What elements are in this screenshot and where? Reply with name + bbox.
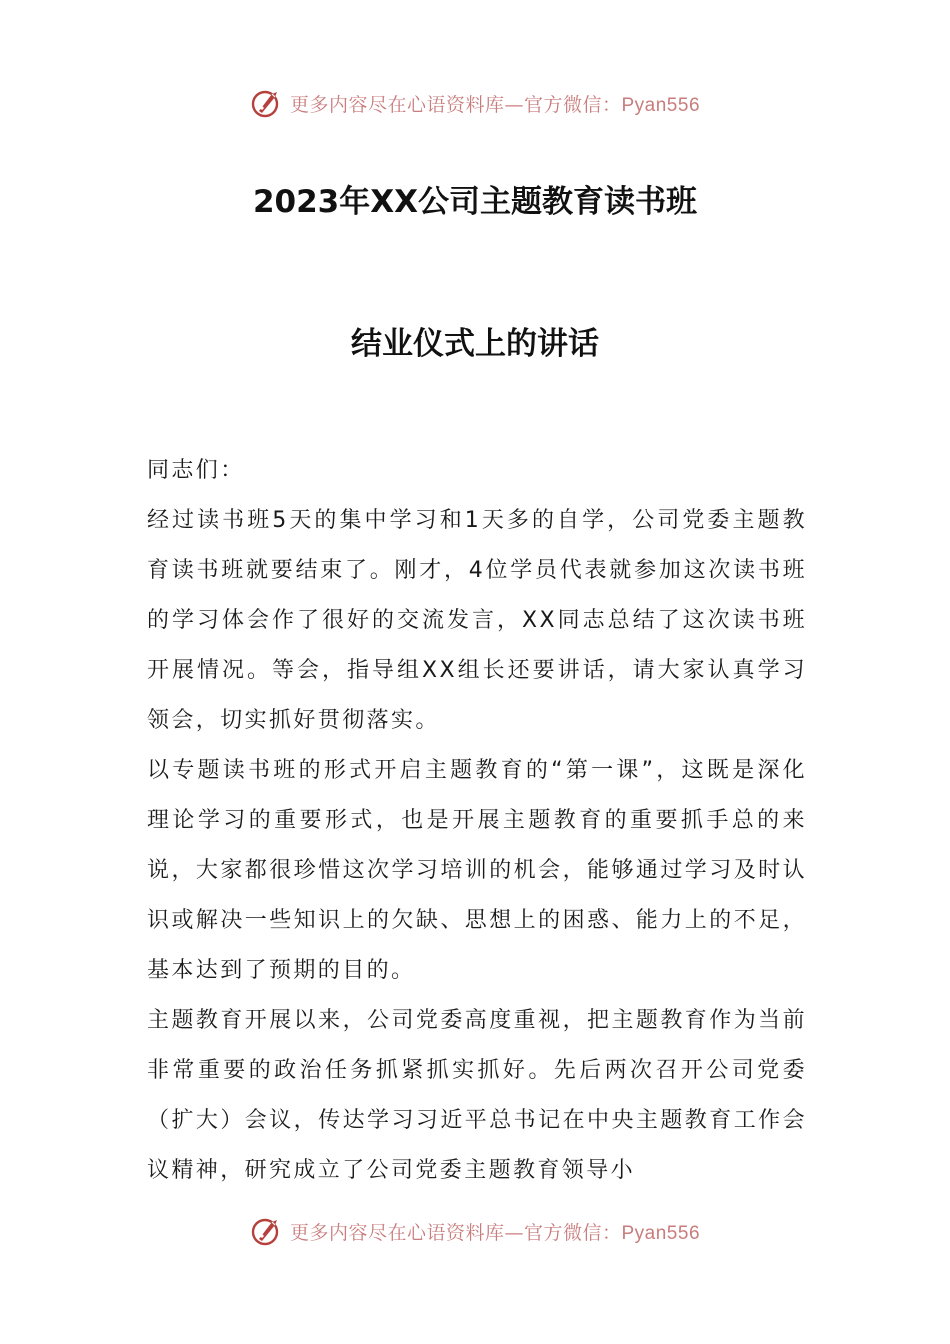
paragraph-3: 主题教育开展以来，公司党委高度重视，把主题教育作为当前非常重要的政治任务抓紧抓实抓好。先后两次召开公司党委（扩大）会议，传达学习习近平总书记在中央主题教育工作会议精神，研究成立了公司党委主题教育领导小 — [147, 1008, 807, 1183]
paragraph-2: 以专题读书班的形式开启主题教育的“第一课”，这既是深化理论学习的重要形式，也是开展主题教育的重要抓手总的来说，大家都很珍惜这次学习培训的机会，能够通过学习及时认识或解决一些知识上的欠缺、思想上的困惑、能力上的不足，基本达到了预期的目的。 — [147, 758, 807, 983]
pen-nib-logo-icon — [250, 86, 284, 120]
header-wechat-id: Pyan556 — [621, 94, 701, 116]
paragraph-1: 经过读书班5天的集中学习和1天多的自学，公司党委主题教育读书班就要结束了。刚才，4位学员代表就参加这次读书班的学习体会作了很好的交流发言，XX同志总结了这次读书班开展情况。等会，指导组XX组长还要讲话，请大家认真学习领会，切实抓好贯彻落实。 — [147, 508, 807, 733]
document-title-line-2: 结业仪式上的讲话 — [351, 326, 599, 362]
footer-banner-text: 更多内容尽在心语资料库—官方微信：Pyan556 — [289, 1221, 701, 1244]
header-banner-text: 更多内容尽在心语资料库—官方微信：Pyan556 — [289, 93, 701, 116]
footer-watermark-banner — [0, 1211, 950, 1251]
salutation: 同志们： — [147, 458, 245, 483]
footer-wechat-id: Pyan556 — [621, 1222, 701, 1244]
pen-nib-logo-icon — [250, 1214, 284, 1248]
document-title-line-1: 2023年XX公司主题教育读书班 — [252, 184, 698, 220]
header-watermark-banner — [0, 83, 950, 123]
document-body — [147, 446, 807, 1196]
